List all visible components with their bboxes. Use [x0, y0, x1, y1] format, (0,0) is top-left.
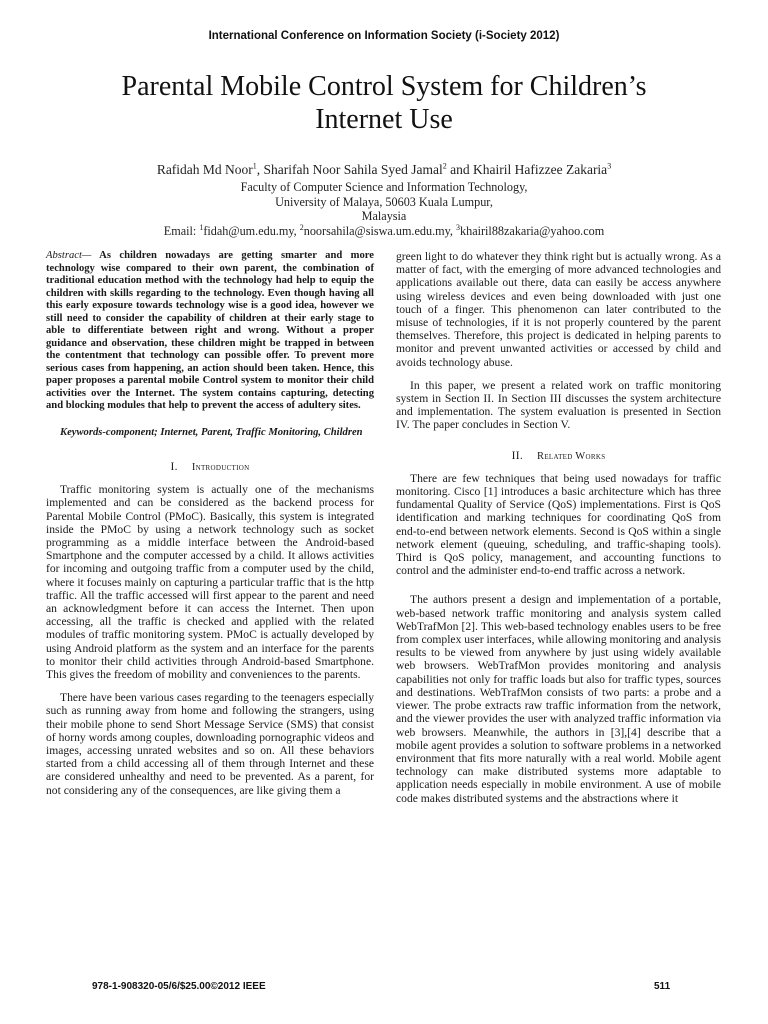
affiliation-line: University of Malaya, 50603 Kuala Lumpur,: [275, 194, 493, 209]
section-heading: [396, 450, 721, 463]
title-line-1: Parental Mobile Control System for Children’s: [121, 71, 647, 102]
email-superscript: 3: [456, 222, 460, 232]
paragraph: The authors present a design and implementation of a portable, web-based network traffic monitoring and analysis system called WebTrafMon [2]. This web-based technology enables users to be free from complex user interfaces, while allowing monitoring and analysis results to be viewed from anywhere by just using widely available web browsers. WebTrafMon provides monitoring and analysis capabilities not only for traffic loads but also for traffic types, sources and destinations. WebTrafMon consists of two parts: a probe and a viewer. The probe extracts raw traffic information from the network, and the viewer provides the user with analyzed traffic information via web browsers. Meanwhile, the authors in [3],[4] describe that a mobile agent provides a solution to software problems in a networked environment that fits more naturally with a real world. Mobile agent technology can make distributed systems more adaptable to application needs especially in mobile environment. A use of mobile code makes distributed systems and the abstractions where it: [396, 593, 721, 805]
author-superscript: 2: [442, 161, 447, 171]
section-heading: [46, 461, 374, 474]
paragraph: In this paper, we present a related work on traffic monitoring system in Section II. In Section III discusses the system architecture and implementation. The system evaluation is presented in Section IV. The paper concludes in Section V.: [396, 378, 721, 432]
abstract: [46, 250, 374, 413]
section-title: Related Works: [537, 450, 606, 462]
author-block: [60, 161, 708, 238]
email-superscript: 1: [199, 222, 204, 232]
author-name: Khairil Hafizzee Zakaria: [473, 162, 608, 177]
paragraph: There are few techniques that being used nowadays for traffic monitoring. Cisco [1] introduces a basic architecture which has three fundamental Quality of Service (QoS) implementations. First is QoS identification and marking techniques for coordinating QoS from end-to-end between network elements. Second is QoS within a single network element (queuing, scheduling, and traffic-shaping tools). Third is QoS policy, management, and accounting functions to control and the administer end-to-end traffic across a network.: [396, 471, 721, 578]
section-number: I.: [170, 461, 178, 473]
affiliation-line: Malaysia: [361, 209, 407, 223]
author-separator: ,: [256, 162, 264, 177]
author-name: Rafidah Md Noor: [156, 162, 253, 177]
section-title: Introduction: [191, 462, 250, 473]
affiliation-line: Faculty of Computer Science and Information Technology,: [240, 180, 528, 194]
email-label: Email:: [163, 223, 200, 238]
keywords: Keywords-component; Internet, Parent, Traffic Monitoring, Children: [60, 426, 363, 438]
abstract-body: As children nowadays are getting smarter and more technology wise compared to their own parent, the combination of traditional education method with the technology had help to equip the children with skills regarding to the technology. Even though having all this early exposure towards technology wise is a good idea, however we still need to consider the capability of children at their early stage to able to differentiate between right and wrong. Without a proper guidance and observation, these children might be trapped in between the contentment that technology can possible offer. To prevent more serious cases from happening, an action should been taken. Hence, this paper proposes a parental mobile Control system to monitor their child activities over the Internet. The system contains capturing, detecting and blocking modules that help to prevent the access of adultery sites.: [46, 250, 374, 411]
author-superscript: 1: [252, 161, 257, 171]
author-separator: and: [446, 162, 474, 177]
email-address: noorsahila@siswa.um.edu.my,: [303, 223, 456, 238]
footer-isbn: 978-1-908320-05/6/$25.00©2012 IEEE: [92, 981, 266, 992]
left-column: [46, 250, 374, 807]
abstract-lead: Abstract—: [46, 250, 92, 261]
paper-title: [60, 70, 708, 136]
paragraph: There have been various cases regarding to the teenagers especially such as running away from home and following the strangers, using their mobile phone to send Short Message Service (SMS) that consist of horny words among couples, downloading pornographic videos and images, accessing unrated websites and so on. All these behaviors started from a child accessing all of them through Internet and these are considered unhealthy and need to be prevented. As a parent, for not considering any of the consequences, are like giving them a: [46, 691, 374, 797]
title-line-2: Internet Use: [315, 104, 453, 135]
email-line: [60, 224, 708, 239]
page-number: 511: [654, 981, 671, 992]
author-superscript: 3: [607, 161, 612, 171]
conference-header: International Conference on Information Society (i-Society 2012): [208, 30, 560, 42]
author-name: Sharifah Noor Sahila Syed Jamal: [263, 162, 443, 177]
right-column: [396, 250, 721, 815]
email-address: khairil88zakaria@yahoo.com: [460, 223, 605, 238]
email-superscript: 2: [299, 222, 304, 232]
email-address: fidah@um.edu.my,: [203, 223, 300, 238]
section-number: II.: [511, 449, 524, 462]
author-list: [60, 161, 708, 178]
paragraph: green light to do whatever they think right but is actually wrong. As a matter of fact, with the emerging of more advanced technologies and applications available out there, data can easily be access anywhere using wireless devices and even being downloaded with just one touch of a finger. This phenomenon can later contributed to the misuse of technologies, if it is not properly countered by the parent themselves. Therefore, this project is dedicated in helping parents to monitor and prevent unwanted activities or accessed by child and avoids technology abuse.: [396, 250, 721, 369]
paragraph: Traffic monitoring system is actually one of the mechanisms implemented and can be considered as the backend process for Parental Mobile Control (PMoC). Basically, this system is integrated inside the PMoC by using a network technology such as socket programming as a middle interface between the Android-based Smartphone and the computer accessed by a child. It allows activities for incoming and outgoing traffic from a computer used by the child, where it focuses mainly on capturing a particular traffic that is the http traffic. All the traffic accessed will first appear to the parent and need an acknowledgment before it can access the Internet. Then upon accessing, all the traffic is checked and applied with the related modules of traffic monitoring system. PMoC is actually developed by using Android platform as the system and an interface for the parents to monitor their child activities through Android-based Smartphone. This gives the freedom of mobility and conveniences to the parents.: [46, 483, 374, 682]
